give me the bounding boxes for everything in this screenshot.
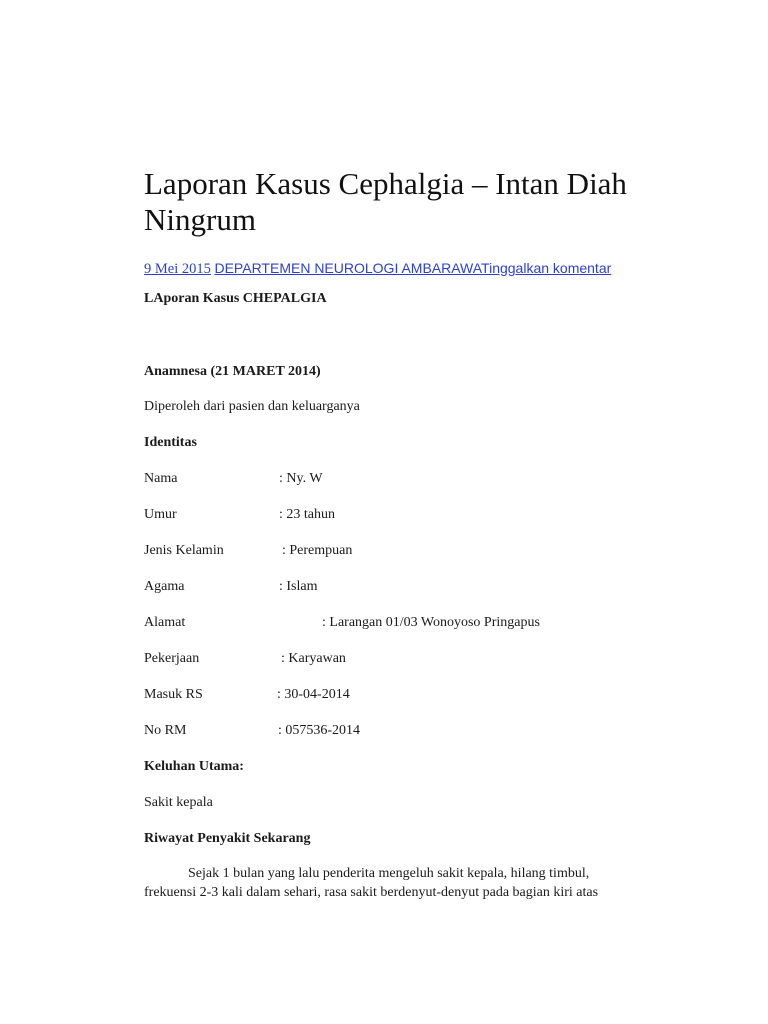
report-subtitle: LAporan Kasus CHEPALGIA <box>144 291 327 306</box>
article-body <box>144 0 664 1024</box>
identity-label: Umur <box>144 507 177 522</box>
identity-value: : Larangan 01/03 Wonoyoso Pringapus <box>322 615 540 630</box>
identity-label: Pekerjaan <box>144 651 200 666</box>
identity-value: : 23 tahun <box>279 507 335 522</box>
riwayat-heading: Riwayat Penyakit Sekarang <box>144 831 311 846</box>
identity-value: : Perempuan <box>282 543 353 558</box>
identity-value: : Karyawan <box>281 651 346 666</box>
identity-label: Alamat <box>144 615 186 630</box>
identity-label: Masuk RS <box>144 687 203 702</box>
identity-value: : Islam <box>279 579 318 594</box>
identity-value: : 30-04-2014 <box>277 687 350 702</box>
identity-value: : 057536-2014 <box>278 723 361 738</box>
keluhan-text: Sakit kepala <box>144 795 213 810</box>
keluhan-heading: Keluhan Utama: <box>144 759 244 774</box>
comment-link[interactable]: Tinggalkan komentar <box>481 260 612 276</box>
category-link[interactable]: DEPARTEMEN NEUROLOGI AMBARAWA <box>214 260 482 276</box>
identity-label: Jenis Kelamin <box>144 543 224 558</box>
identity-label: No RM <box>144 723 187 738</box>
anamnesa-heading: Anamnesa (21 MARET 2014) <box>144 364 321 379</box>
identity-label: Agama <box>144 579 185 594</box>
riwayat-line-2: frekuensi 2-3 kali dalam sehari, rasa sakit berdenyut-denyut pada bagian kiri atas <box>144 885 599 900</box>
identity-label: Nama <box>144 471 178 486</box>
identity-value: : Ny. W <box>279 471 323 486</box>
article-title: Laporan Kasus Cephalgia – Intan Diah Ningrum <box>144 166 627 237</box>
riwayat-line-1: Sejak 1 bulan yang lalu penderita mengeluh sakit kepala, hilang timbul, <box>188 866 590 881</box>
date-link[interactable]: 9 Mei 2015 <box>144 261 211 277</box>
identitas-heading: Identitas <box>144 435 197 450</box>
anamnesa-text: Diperoleh dari pasien dan keluarganya <box>144 399 360 414</box>
